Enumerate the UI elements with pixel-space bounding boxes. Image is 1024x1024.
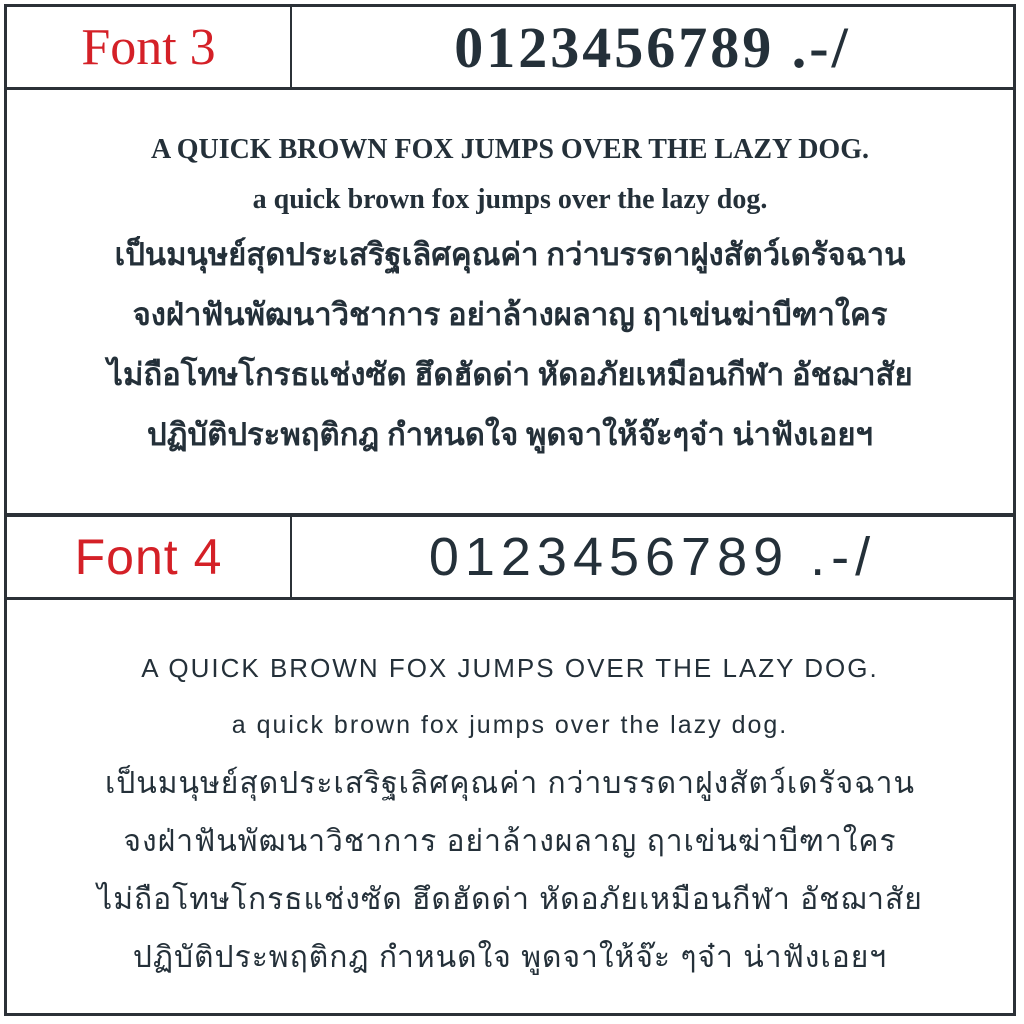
font-3-thai-line-2: จงฝ่าฟันพัฒนาวิชาการ อย่าล้างผลาญ ฤาเข่นฆ่าบีฑาใคร <box>132 297 888 332</box>
font-3-thai-line-3: ไม่ถือโทษโกรธแช่งซัด ฮึดฮัดด่า หัดอภัยเหมือนกีฬา อัชฌาสัย <box>107 357 913 392</box>
font-4-thai-line-1: เป็นมนุษย์สุดประเสริฐเลิศคุณค่า กว่าบรรดาฝูงสัตว์เดรัจฉาน <box>104 767 916 800</box>
font-4-thai-line-2: จงฝ่าฟันพัฒนาวิชาการ อย่าล้างผลาญ ฤาเข่นฆ่าบีฑาใคร <box>123 825 897 858</box>
font-3-uppercase-sample: A QUICK BROWN FOX JUMPS OVER THE LAZY DOG. <box>151 134 869 165</box>
font-4-header <box>7 517 1013 600</box>
font-3-digits-sample: 0123456789 .-/ <box>454 14 851 80</box>
font-4-digits-sample: 0123456789 .-/ <box>428 527 877 587</box>
font-3-panel <box>7 7 1013 513</box>
font-4-thai-line-3: ไม่ถือโทษโกรธแช่งซัด ฮึดฮัดด่า หัดอภัยเหมือนกีฬา อัชฌาสัย <box>97 883 923 916</box>
font-4-lowercase-sample: a quick brown fox jumps over the lazy dog. <box>231 711 789 739</box>
font-4-uppercase-sample: A QUICK BROWN FOX JUMPS OVER THE LAZY DOG. <box>141 653 879 683</box>
font-4-panel <box>7 513 1013 1013</box>
font-3-thai-line-4: ปฏิบัติประพฤติกฎ กำหนดใจ พูดจาให้จ๊ะๆจ๋า น่าฟังเอยฯ <box>147 417 873 452</box>
font-4-sample-text <box>7 641 1013 987</box>
font-4-label: Font 4 <box>7 517 292 597</box>
font-4-thai-line-4: ปฏิบัติประพฤติกฎ กำหนดใจ พูดจาให้จ๊ะ ๆจ๋า น่าฟังเอยฯ <box>132 941 888 974</box>
font-specimen-sheet <box>4 4 1016 1016</box>
font-3-header <box>7 7 1013 90</box>
font-3-lowercase-sample: a quick brown fox jumps over the lazy dog. <box>252 184 768 215</box>
font-3-label: Font 3 <box>7 7 292 87</box>
font-3-thai-line-1: เป็นมนุษย์สุดประเสริฐเลิศคุณค่า กว่าบรรดาฝูงสัตว์เดรัจฉาน <box>114 237 906 272</box>
font-3-sample-text <box>7 125 1013 465</box>
